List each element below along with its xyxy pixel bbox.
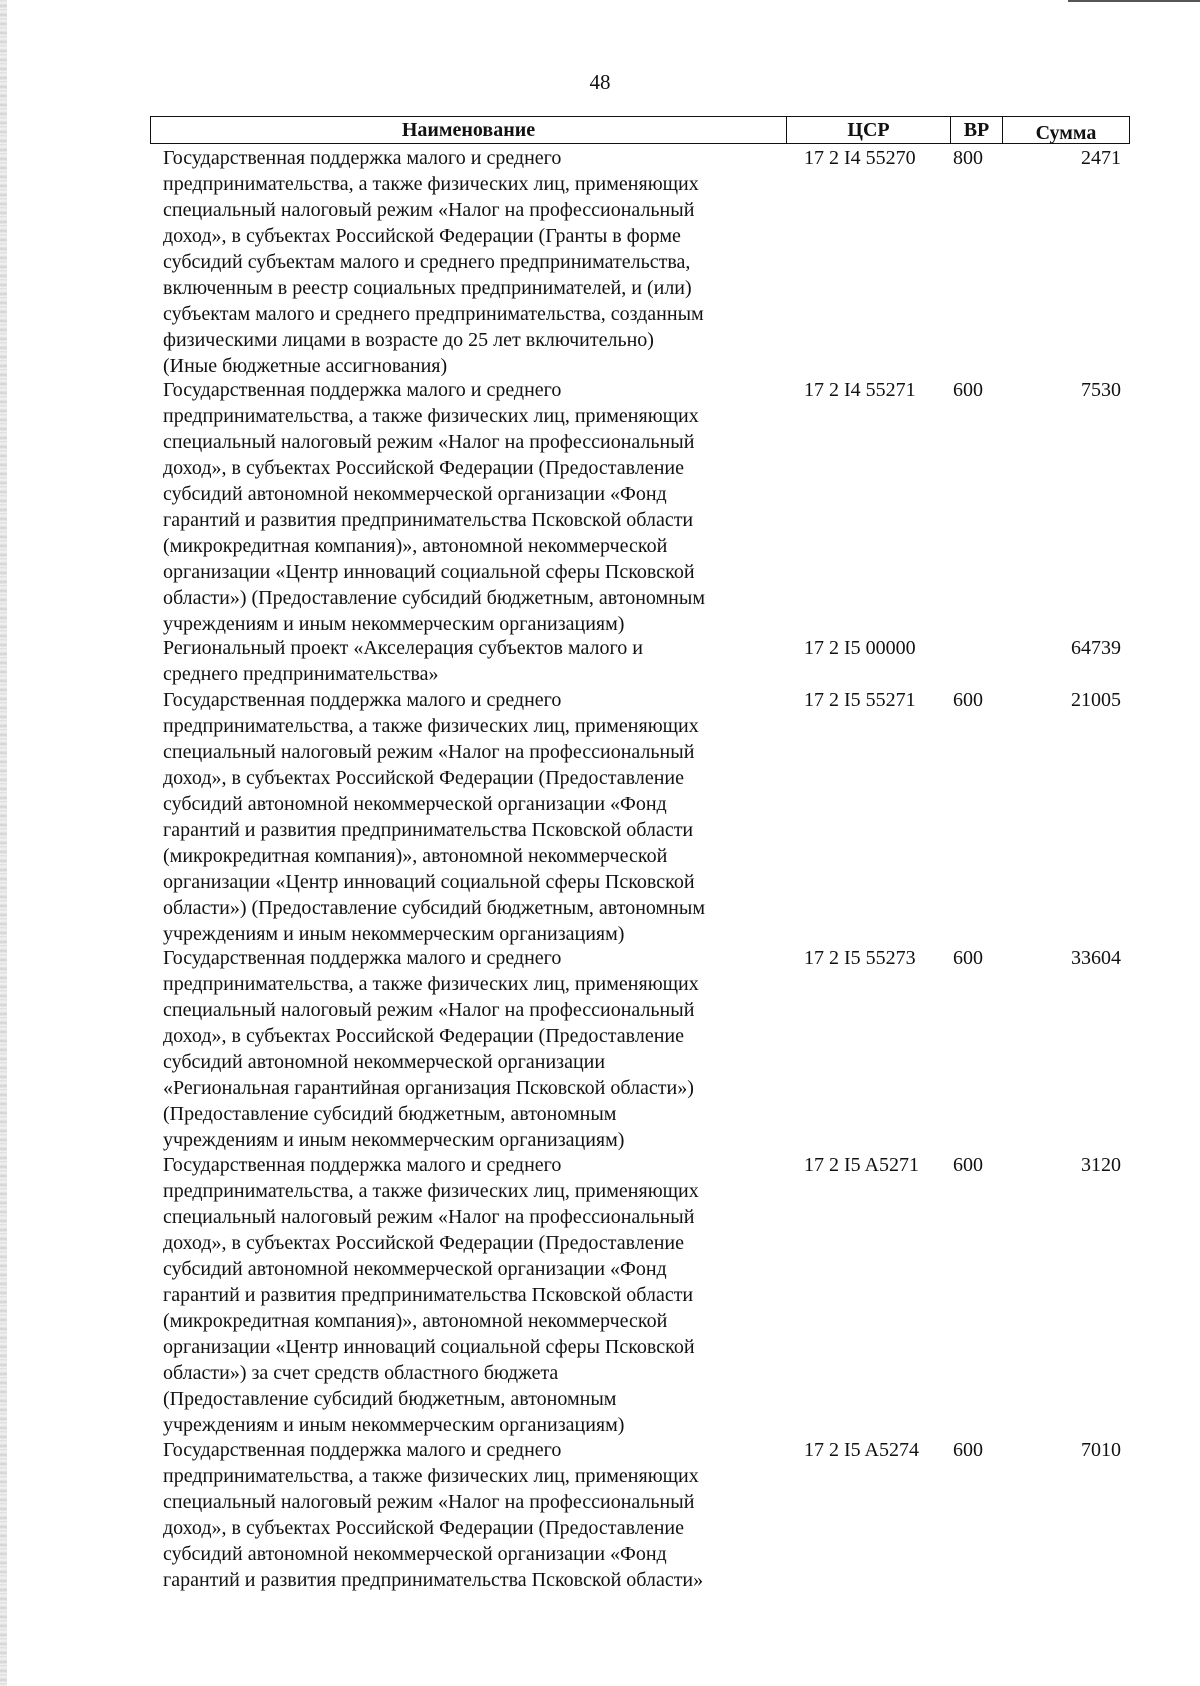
row-sum: 33604 — [1071, 947, 1121, 969]
row-sum: 2471 — [1081, 147, 1121, 169]
row-vr: 600 — [953, 379, 983, 401]
row-csr: 17 2 I4 55270 — [804, 147, 916, 169]
row-vr: 600 — [953, 947, 983, 969]
row-name: Государственная поддержка малого и среднего предпринимательства, а также физических лиц, применяющих специальный налоговый режим «Налог на профессиональный доход», в субъектах Российской Федерации (Гранты в форме субсидий субъектам малого и среднего предпринимательства, включенным в реестр социальных предпринимателей, и (или) субъектам малого и среднего предпринимательства, созданным физическими лицами в возрасте до 25 лет включительно) (Иные бюджетные ассигнования) — [163, 147, 704, 377]
row-vr: 800 — [953, 147, 983, 169]
row-vr: 600 — [953, 689, 983, 711]
row-csr: 17 2 I5 55271 — [804, 689, 916, 711]
row-name: Государственная поддержка малого и среднего предпринимательства, а также физических лиц, применяющих специальный налоговый режим «Налог на профессиональный доход», в субъектах Российской Федерации (Предоставление субсидий автономной некоммерческой организации «Фонд гарантий и развития предпринимательства Псковской области» — [163, 1439, 704, 1591]
row-vr: 600 — [953, 1154, 983, 1176]
row-name: Государственная поддержка малого и среднего предпринимательства, а также физических лиц, применяющих специальный налоговый режим «Налог на профессиональный доход», в субъектах Российской Федерации (Предоставление субсидий автономной некоммерческой организации «Фонд гарантий и развития предпринимательства Псковской области (микрокредитная компания)», автономной некоммерческой организации «Центр инноваций социальной сферы Псковской области») за счет средств областного бюджета (Предоставление субсидий бюджетным, автономным учреждениям и иным некоммерческим организациям) — [163, 1154, 699, 1436]
row-csr: 17 2 I5 55273 — [804, 947, 916, 969]
top-edge-line — [1068, 0, 1200, 2]
row-csr: 17 2 I5 00000 — [804, 637, 916, 659]
row-sum: 7530 — [1081, 379, 1121, 401]
row-csr: 17 2 I4 55271 — [804, 379, 916, 401]
row-sum: 7010 — [1081, 1439, 1121, 1461]
row-sum: 64739 — [1071, 637, 1121, 659]
row-vr: 600 — [953, 1439, 983, 1461]
row-sum: 3120 — [1081, 1154, 1121, 1176]
scan-edge-texture — [0, 0, 7, 1686]
row-csr: 17 2 I5 A5274 — [804, 1439, 919, 1461]
table-header — [150, 116, 1130, 144]
page-number: 48 — [589, 70, 611, 94]
header-sum: Сумма — [1035, 122, 1097, 144]
row-name: Государственная поддержка малого и среднего предпринимательства, а также физических лиц, применяющих специальный налоговый режим «Налог на профессиональный доход», в субъектах Российской Федерации (Предоставление субсидий автономной некоммерческой организации «Фонд гарантий и развития предпринимательства Псковской области (микрокредитная компания)», автономной некоммерческой организации «Центр инноваций социальной сферы Псковской области») (Предоставление субсидий бюджетным, автономным учреждениям и иным некоммерческим организациям) — [163, 379, 705, 635]
row-name: Государственная поддержка малого и среднего предпринимательства, а также физических лиц, применяющих специальный налоговый режим «Налог на профессиональный доход», в субъектах Российской Федерации (Предоставление субсидий автономной некоммерческой организации «Региональная гарантийная организация Псковской области») (Предоставление субсидий бюджетным, автономным учреждениям и иным некоммерческим организациям) — [163, 947, 699, 1151]
row-name: Государственная поддержка малого и среднего предпринимательства, а также физических лиц, применяющих специальный налоговый режим «Налог на профессиональный доход», в субъектах Российской Федерации (Предоставление субсидий автономной некоммерческой организации «Фонд гарантий и развития предпринимательства Псковской области (микрокредитная компания)», автономной некоммерческой организации «Центр инноваций социальной сферы Псковской области») (Предоставление субсидий бюджетным, автономным учреждениям и иным некоммерческим организациям) — [163, 689, 705, 945]
row-name: Региональный проект «Акселерация субъектов малого и среднего предпринимательства» — [163, 637, 643, 685]
row-sum: 21005 — [1071, 689, 1121, 711]
header-name: Наименование — [151, 117, 787, 143]
header-vr: ВР — [951, 117, 1003, 143]
header-csr: ЦСР — [787, 117, 951, 143]
row-csr: 17 2 I5 A5271 — [804, 1154, 919, 1176]
